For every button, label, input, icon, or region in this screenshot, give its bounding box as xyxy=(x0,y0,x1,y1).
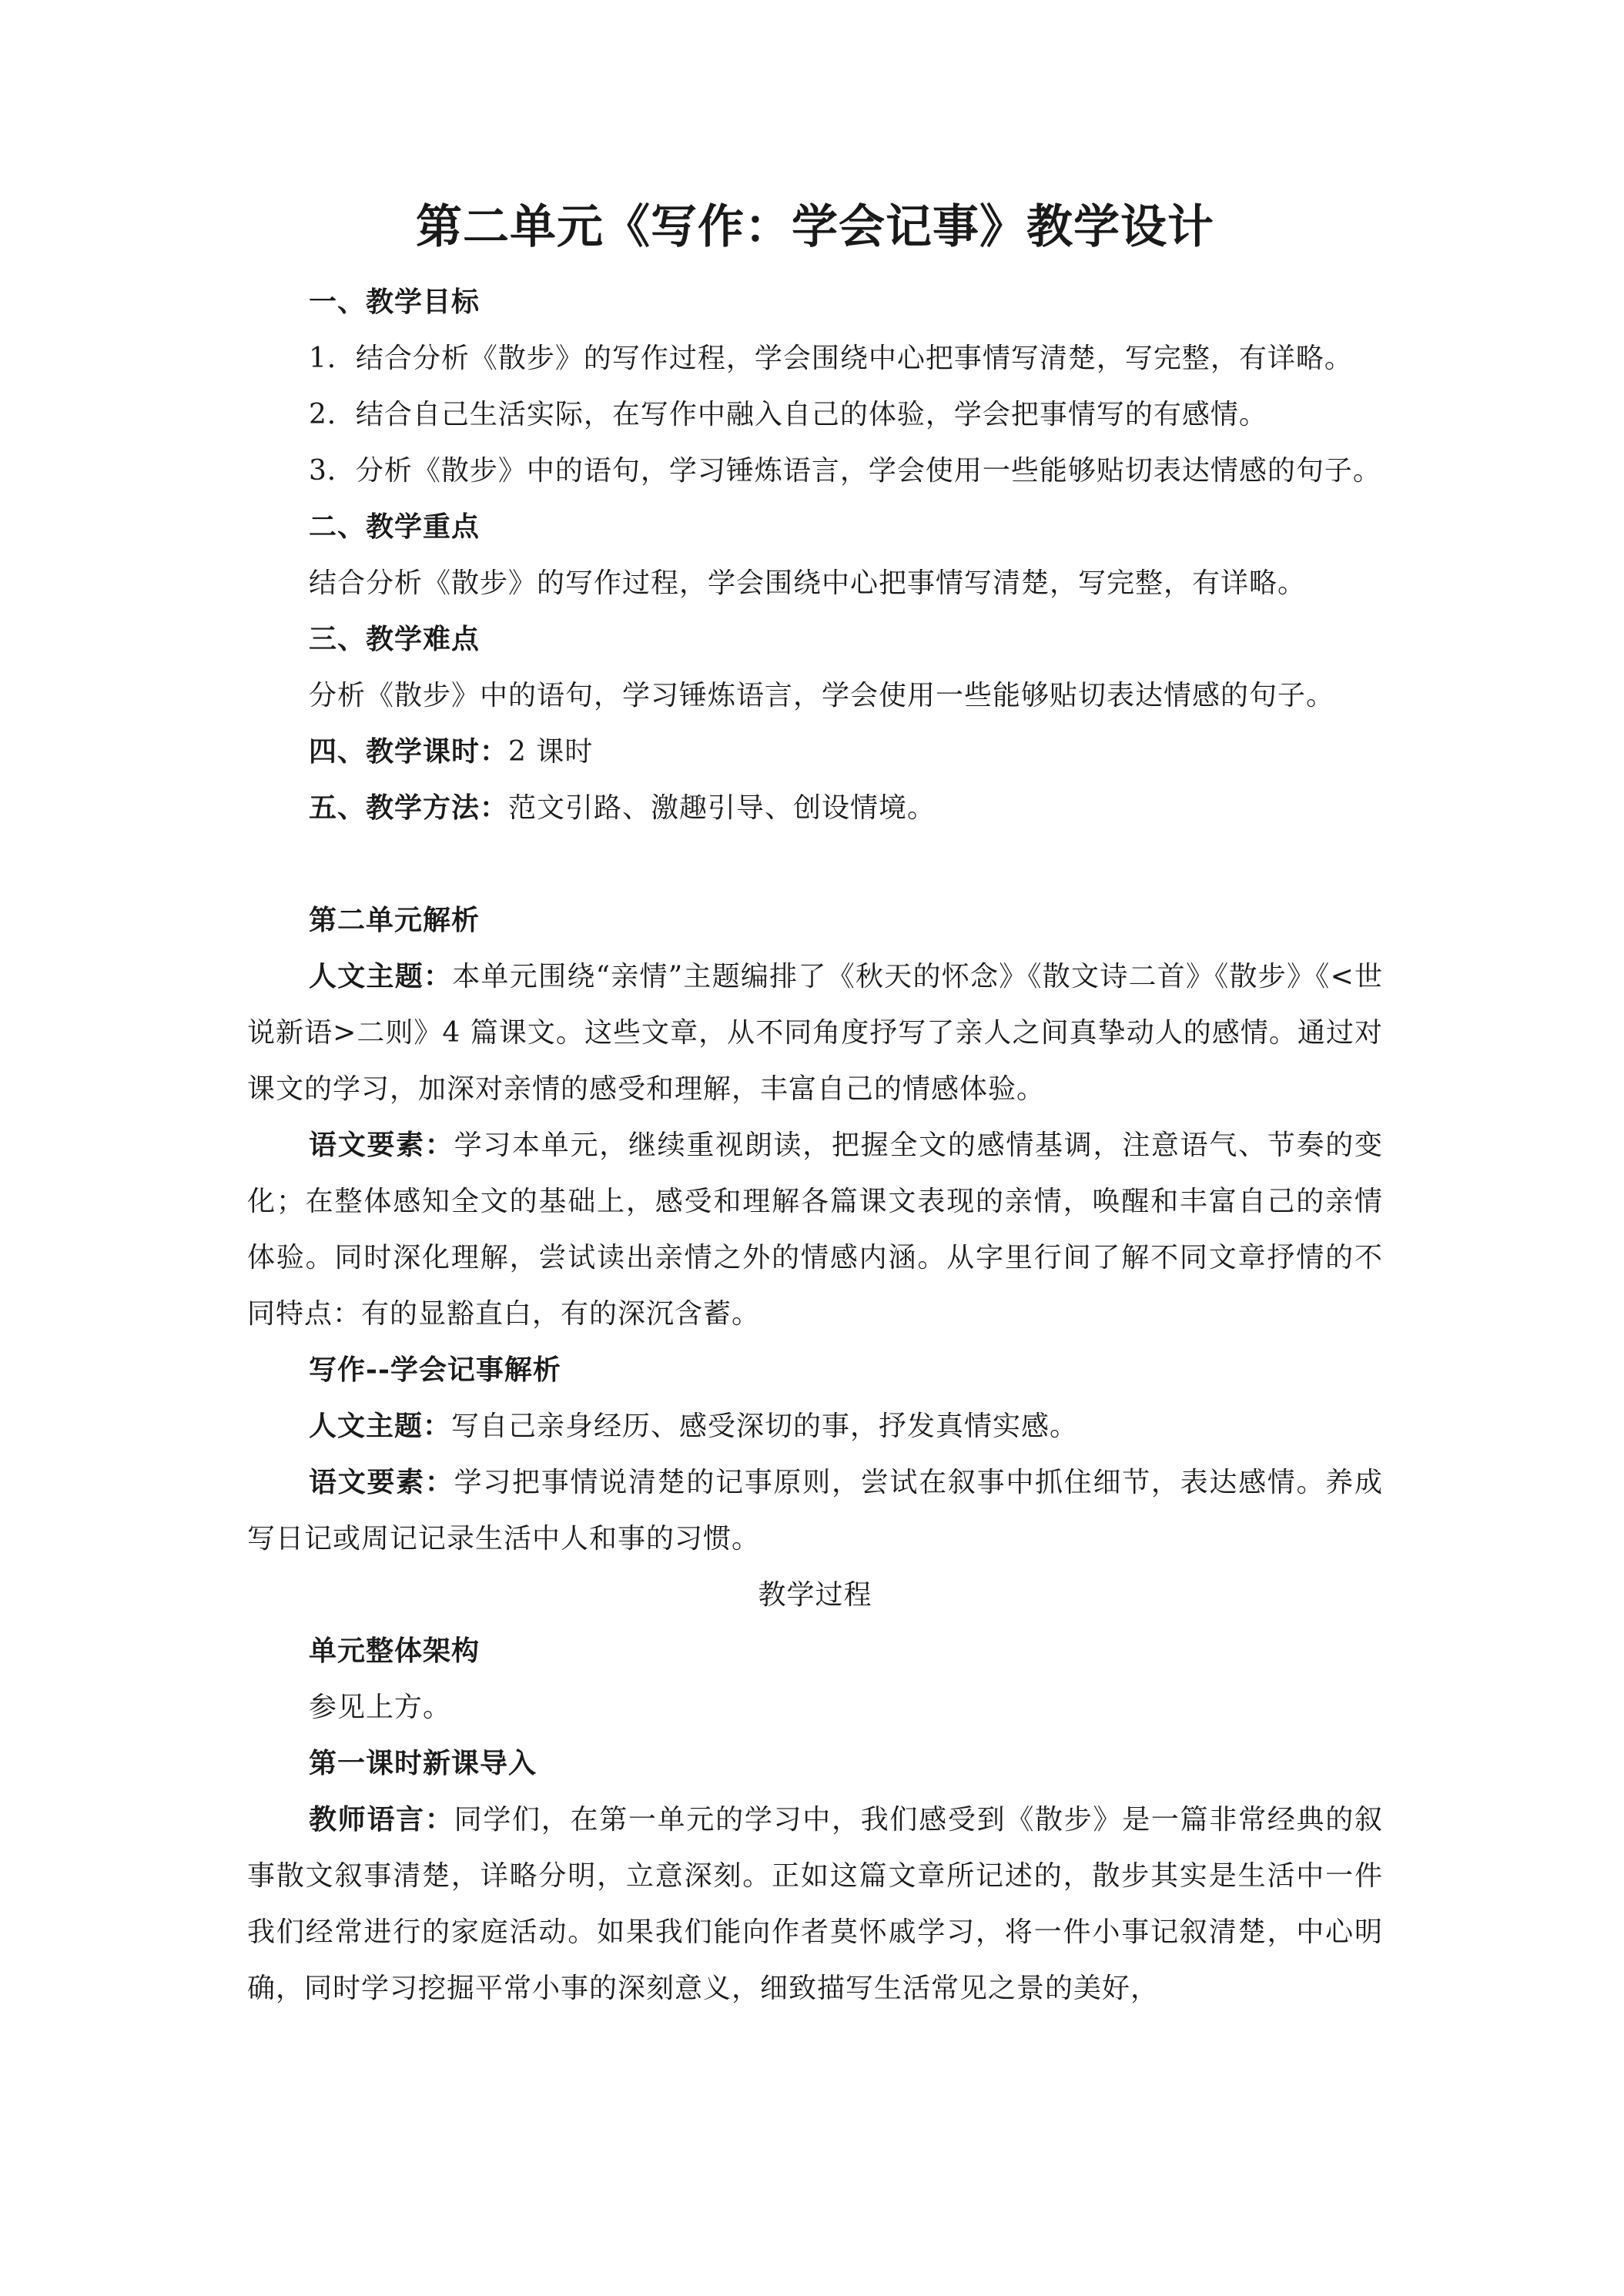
goal-item-3: 3．分析《散步》中的语句，学习锤炼语言，学会使用一些能够贴切表达情感的句子。 xyxy=(309,455,1381,487)
unit-language-label: 语文要素： xyxy=(309,1129,454,1161)
teacher-label: 教师语言： xyxy=(309,1803,454,1836)
unit-humanities-label: 人文主题： xyxy=(309,960,453,992)
section-heading-goals: 一、教学目标 xyxy=(309,286,481,318)
writing-language-paragraph xyxy=(247,1454,1383,1567)
periods-value: 2 课时 xyxy=(508,736,594,768)
periods-label: 四、教学课时： xyxy=(309,735,509,768)
lesson1-heading: 第一课时新课导入 xyxy=(309,1747,537,1779)
structure-heading: 单元整体架构 xyxy=(309,1635,481,1667)
unit-humanities-paragraph xyxy=(247,949,1383,1117)
difficulties-text: 分析《散步》中的语句，学习锤炼语言，学会使用一些能够贴切表达情感的句子。 xyxy=(309,680,1335,711)
document-title: 第二单元《写作：学会记事》教学设计 xyxy=(416,200,1214,254)
goal-item-1: 1．结合分析《散步》的写作过程，学会围绕中心把事情写清楚，写完整，有详略。 xyxy=(309,343,1353,374)
writing-humanities-text: 写自己亲身经历、感受深切的事，抒发真情实感。 xyxy=(451,1411,1079,1442)
teacher-paragraph xyxy=(247,1792,1383,2017)
goal-item-2: 2．结合自己生活实际，在写作中融入自己的体验，学会把事情写的有感情。 xyxy=(309,399,1267,430)
key-points-text: 结合分析《散步》的写作过程，学会围绕中心把事情写清楚，写完整，有详略。 xyxy=(309,567,1307,599)
unit-language-paragraph xyxy=(247,1117,1383,1342)
blank-line xyxy=(247,836,1383,892)
periods-line xyxy=(247,724,1383,780)
methods-line xyxy=(247,780,1383,836)
section-heading-difficulties: 三、教学难点 xyxy=(309,623,481,655)
teacher-text: 同学们，在第一单元的学习中，我们感受到《散步》是一篇非常经典的叙事散文叙事清楚，详略分明，立意深刻。正如这篇文章所记述的，散步其实是生活中一件我们经常进行的家庭活动。如果我们能向作者莫怀戚学习，将一件小事记叙清楚，中心明确，同时学习挖掘平常小事的深刻意义，细致描写生活常见之景的美好， xyxy=(247,1804,1383,2004)
writing-humanities-label: 人文主题： xyxy=(309,1410,452,1442)
writing-language-text: 学习把事情说清楚的记事原则，尝试在叙事中抓住细节，表达感情。养成写日记或周记记录生活中人和事的习惯。 xyxy=(247,1467,1383,1555)
writing-humanities-paragraph xyxy=(247,1398,1383,1454)
writing-analysis-heading: 写作--学会记事解析 xyxy=(309,1354,561,1386)
section-heading-key-points: 二、教学重点 xyxy=(309,510,481,543)
methods-value: 范文引路、激趣引导、创设情境。 xyxy=(508,792,936,824)
unit-analysis-heading: 第二单元解析 xyxy=(309,904,481,936)
unit-language-text: 学习本单元，继续重视朗读，把握全文的感情基调，注意语气、节奏的变化；在整体感知全文的基础上，感受和理解各篇课文表现的亲情，唤醒和丰富自己的亲情体验。同时深化理解，尝试读出亲情之外的情感内涵。从字里行间了解不同文章抒情的不同特点：有的显豁直白，有的深沉含蓄。 xyxy=(247,1130,1383,1330)
document-page xyxy=(247,185,1383,2017)
unit-humanities-text: 本单元围绕“亲情”主题编排了《秋天的怀念》《散文诗二首》《散步》《<世说新语>二则》4 篇课文。这些文章，从不同角度抒写了亲人之间真挚动人的感情。通过对课文的学习，加深对亲情的感受和理解，丰富自己的情感体验。 xyxy=(247,961,1383,1105)
methods-label: 五、教学方法： xyxy=(309,792,509,824)
structure-text: 参见上方。 xyxy=(309,1692,452,1723)
writing-language-label: 语文要素： xyxy=(309,1466,454,1498)
process-heading: 教学过程 xyxy=(758,1579,872,1611)
